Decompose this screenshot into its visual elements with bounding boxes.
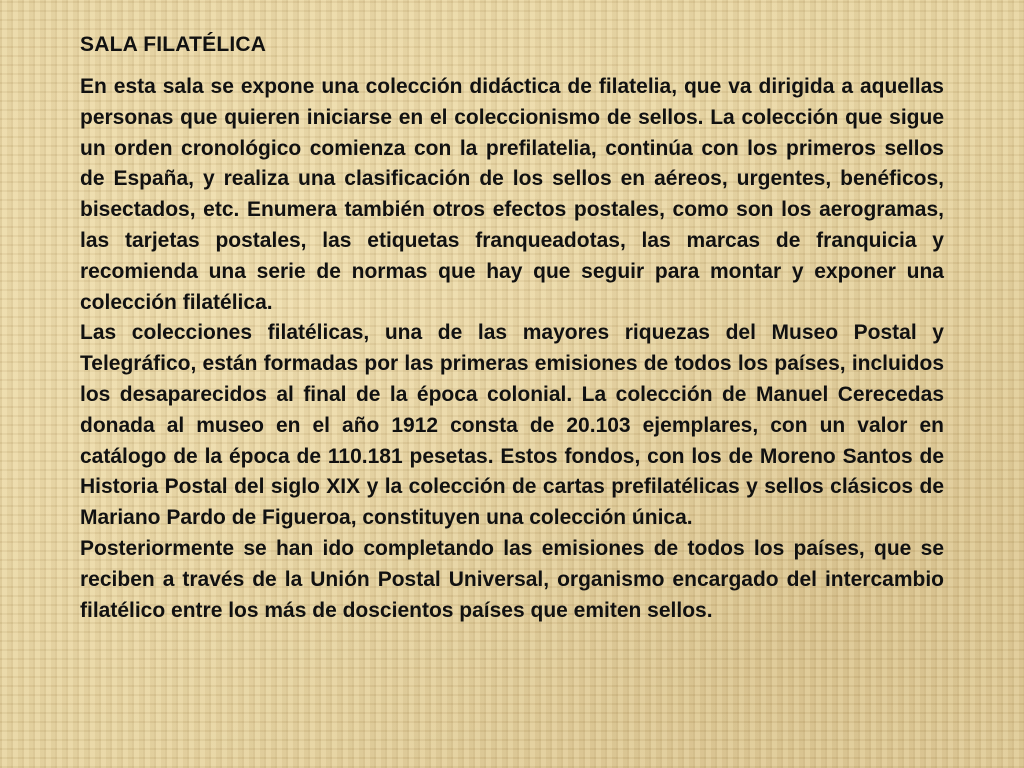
slide-title: SALA FILATÉLICA bbox=[80, 33, 267, 56]
paragraph-later: Posteriormente se han ido completando las emisiones de todos los países, que se reciben a través de la Unión Postal Universal, organismo encargado del intercambio filatélico entre los más de doscientos países que emiten sellos. bbox=[80, 536, 944, 622]
paragraph-collections: Las colecciones filatélicas, una de las mayores riquezas del Museo Postal y Telegráfico, están formadas por las primeras emisiones de todos los países, incluidos los desaparecidos al final de la época colonial. La colección de Manuel Cerecedas donada al museo en el año 1912 consta de 20.103 ejemplares, con un valor en catálogo de la época de 110.181 pesetas. Estos fondos, con los de Moreno Santos de Historia Postal del siglo XIX y la colección de cartas prefilatélicas y sellos clásicos de Mariano Pardo de Figueroa, constituyen una colección única. bbox=[80, 321, 944, 530]
paragraph-intro: En esta sala se expone una colección didáctica de filatelia, que va dirigida a aquellas personas que quieren iniciarse en el coleccionismo de sellos. La colección que sigue un orden cronológico comienza con la prefilatelia, continúa con los primeros sellos de España, y realiza una clasificación de los sellos en aéreos, urgentes, benéficos, bisectados, etc. Enumera también otros efectos postales, como son los aerogramas, las tarjetas postales, las etiquetas franqueadotas, las marcas de franquicia y recomienda una serie de normas que hay que seguir para montar y exponer una colección filatélica. bbox=[80, 75, 944, 314]
slide-content bbox=[80, 30, 944, 626]
